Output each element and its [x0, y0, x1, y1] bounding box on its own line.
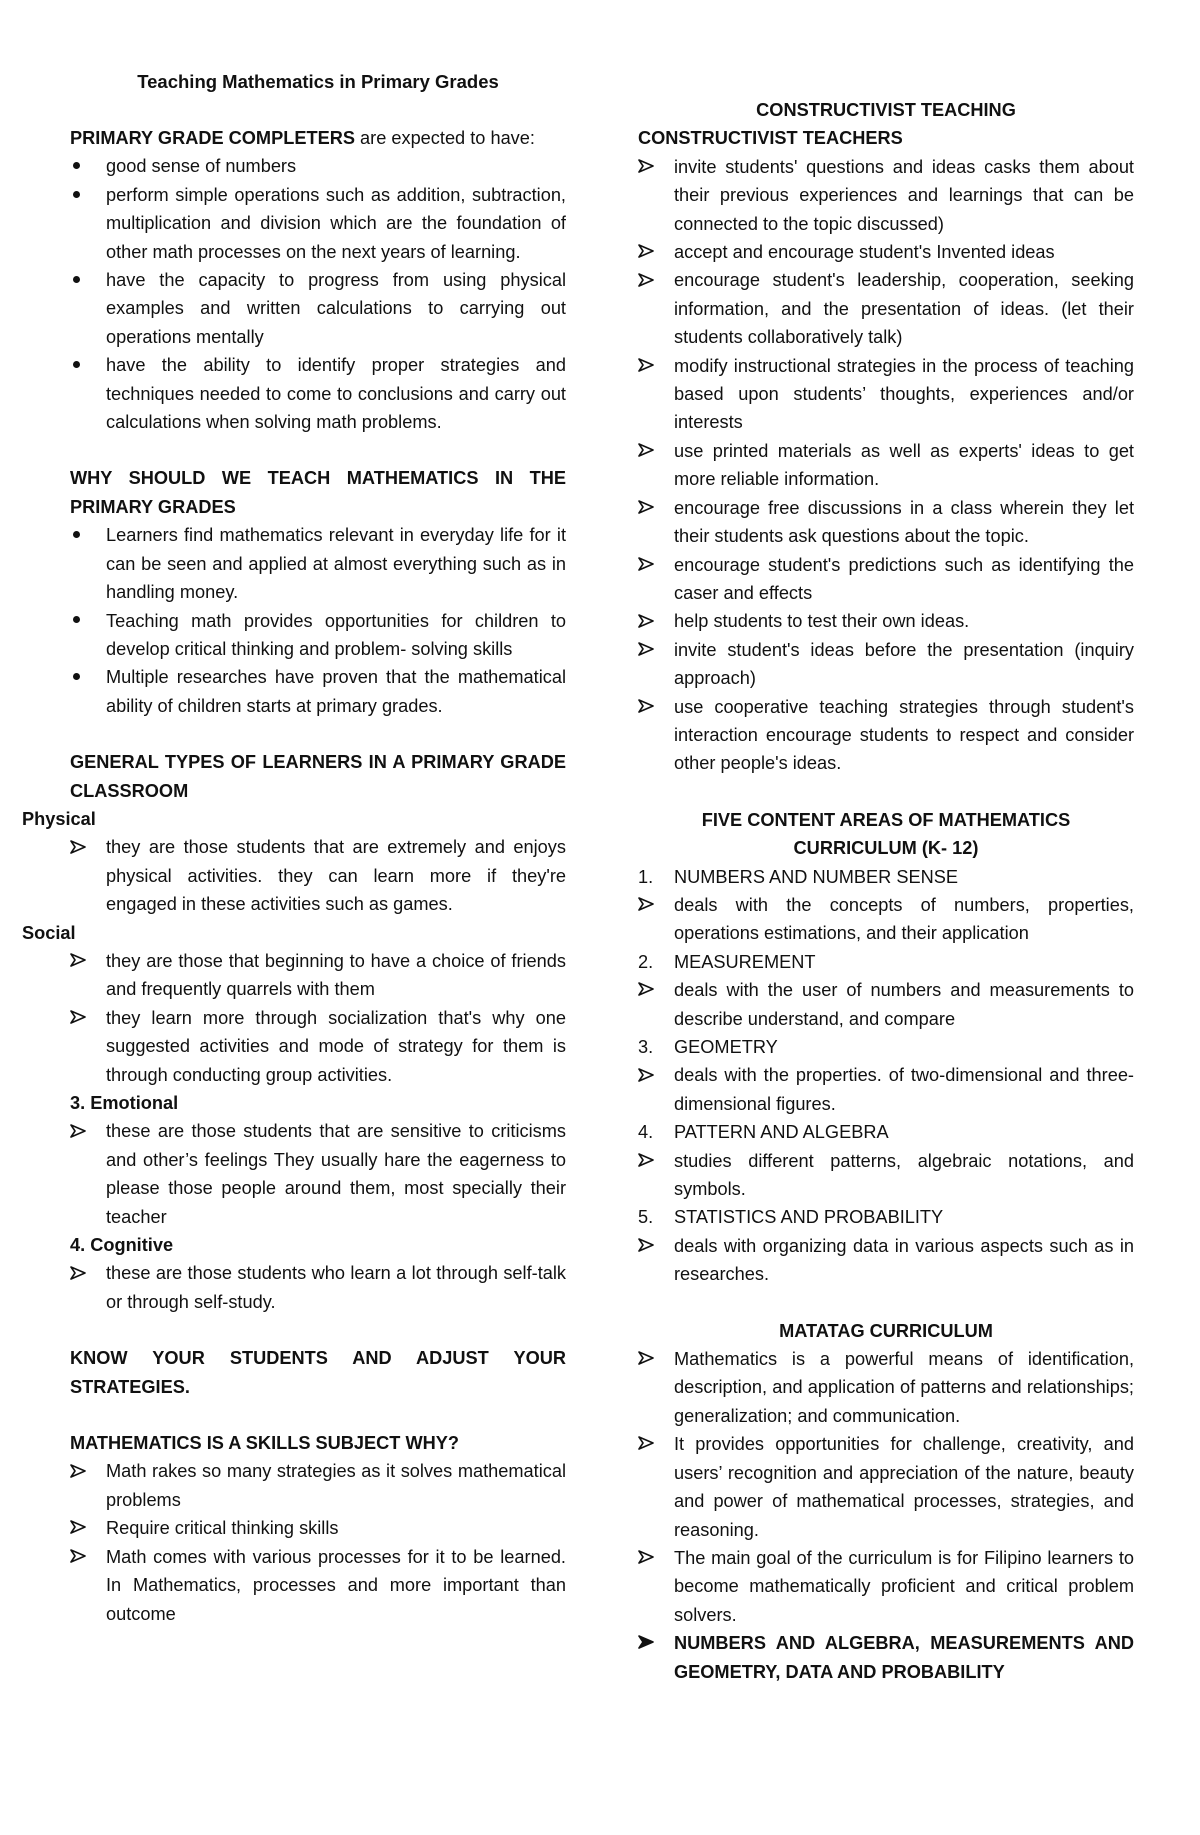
emotional-list [70, 1117, 566, 1231]
five-areas-heading: FIVE CONTENT AREAS OF MATHEMATICS CURRICULUM (K- 12) [701, 809, 1071, 859]
list-item: these are those students who learn a lot through self-talk or through self-study. [70, 1259, 566, 1316]
area-desc-item: deals with the concepts of numbers, properties, operations estimations, and their application [638, 891, 1134, 948]
arrow-bullet-icon [638, 1061, 654, 1089]
area-name-item: 2. MEASUREMENT [638, 951, 816, 972]
know-heading: KNOW YOUR STUDENTS AND ADJUST YOUR STRATEGIES. [70, 1348, 566, 1397]
list-item: they are those students that are extremely and enjoys physical activities. they can learn more if they're engaged in these activities such as games. [70, 833, 566, 918]
physical-list [70, 833, 566, 918]
list-item: Require critical thinking skills [70, 1514, 566, 1542]
list-item: good sense of numbers [70, 152, 566, 180]
arrow-bullet-icon [70, 1457, 100, 1485]
arrow-bullet-icon [638, 266, 668, 294]
list-item: modify instructional strategies in the process of teaching based upon students’ thoughts, experiences and/or interests [638, 352, 1134, 437]
learners-heading: GENERAL TYPES OF LEARNERS IN A PRIMARY GRADE CLASSROOM [70, 752, 566, 801]
social-label: Social [22, 922, 76, 943]
social-list [70, 947, 566, 1089]
bullet-icon [70, 663, 100, 691]
arrow-bullet-icon [638, 1544, 668, 1572]
list-item: perform simple operations such as addition, subtraction, multiplication and division which are the foundation of other math processes on the next years of learning. [70, 181, 566, 266]
arrow-bullet-icon [638, 636, 668, 664]
list-item: they are those that beginning to have a choice of friends and frequently quarrels with them [70, 947, 566, 1004]
constructivist-subheading: CONSTRUCTIVIST TEACHERS [638, 128, 903, 149]
bullet-icon [70, 152, 100, 180]
document-title: Teaching Mathematics in Primary Grades [137, 71, 499, 92]
completers-intro [70, 124, 566, 152]
cognitive-list [70, 1259, 566, 1316]
bullet-icon [70, 181, 100, 209]
area-name-item: 5. STATISTICS AND PROBABILITY [638, 1207, 944, 1228]
skills-list [70, 1457, 566, 1627]
list-item: Multiple researches have proven that the mathematical ability of children starts at primary grades. [70, 663, 566, 720]
arrow-bullet-icon [70, 1117, 100, 1145]
arrow-bullet-icon [70, 1543, 100, 1571]
arrow-bullet-icon [70, 947, 100, 975]
list-item: The main goal of the curriculum is for Filipino learners to become mathematically proficient and critical problem solvers. [638, 1544, 1134, 1629]
right-column [638, 96, 1134, 1686]
completers-heading-tail: are expected to have: [354, 128, 535, 148]
arrow-bullet-icon [638, 352, 668, 380]
list-item: these are those students that are sensitive to criticisms and other’s feelings They usually hare the eagerness to please those people around them, most specially their teacher [70, 1117, 566, 1231]
list-item: have the ability to identify proper strategies and techniques needed to come to conclusions and carry out calculations when solving math problems. [70, 351, 566, 436]
arrow-bullet-icon [638, 1232, 654, 1260]
list-item: invite student's ideas before the presentation (inquiry approach) [638, 636, 1134, 693]
list-item: use printed materials as well as experts' ideas to get more reliable information. [638, 437, 1134, 494]
list-item: use cooperative teaching strategies through student's interaction encourage students to respect and consider other people's ideas. [638, 693, 1134, 778]
arrow-bullet-icon [638, 1430, 668, 1458]
completers-heading: PRIMARY GRADE COMPLETERS [70, 128, 355, 148]
area-desc-item: deals with the properties. of two-dimensional and three-dimensional figures. [638, 1061, 1134, 1118]
list-item: encourage free discussions in a class wherein they let their students ask questions about the topic. [638, 494, 1134, 551]
arrow-bullet-icon [70, 1004, 100, 1032]
matatag-heading: MATATAG CURRICULUM [779, 1320, 993, 1341]
completers-list [70, 152, 566, 436]
area-desc-item: deals with organizing data in various aspects such as in researches. [638, 1232, 1134, 1289]
arrow-bullet-icon [638, 551, 668, 579]
matatag-list [638, 1345, 1134, 1686]
five-areas-list [638, 863, 1134, 1289]
arrow-bullet-icon [638, 437, 668, 465]
arrow-bullet-icon [70, 1259, 100, 1287]
area-desc-item: deals with the user of numbers and measurements to describe understand, and compare [638, 976, 1134, 1033]
arrow-bullet-icon [638, 607, 668, 635]
list-item: Mathematics is a powerful means of identification, description, and application of patterns and relationships; generalization; and communication. [638, 1345, 1134, 1430]
physical-label: Physical [22, 808, 96, 829]
list-item: Math comes with various processes for it to be learned. In Mathematics, processes and more important than outcome [70, 1543, 566, 1628]
bullet-icon [70, 521, 100, 549]
bullet-icon [70, 607, 100, 635]
constructivist-list [638, 153, 1134, 778]
area-name-item: 1. NUMBERS AND NUMBER SENSE [638, 866, 958, 887]
cognitive-label: 4. Cognitive [70, 1235, 174, 1256]
list-item: they learn more through socialization that's why one suggested activities and mode of strategy for them is through conducting group activities. [70, 1004, 566, 1089]
list-item: encourage student's predictions such as identifying the caser and effects [638, 551, 1134, 608]
arrow-bullet-icon [638, 1345, 668, 1373]
list-item: Teaching math provides opportunities for children to develop critical thinking and problem- solving skills [70, 607, 566, 664]
list-item: help students to test their own ideas. [638, 607, 1134, 635]
bullet-icon [70, 266, 100, 294]
arrow-bullet-icon [638, 693, 668, 721]
list-item: Math rakes so many strategies as it solves mathematical problems [70, 1457, 566, 1514]
area-desc-item: studies different patterns, algebraic notations, and symbols. [638, 1147, 1134, 1204]
list-item: It provides opportunities for challenge, creativity, and users’ recognition and appreciation of the nature, beauty and power of mathematical processes, strategies, and reasoning. [638, 1430, 1134, 1544]
arrow-bullet-icon [70, 1514, 100, 1542]
arrow-bullet-icon [638, 238, 668, 266]
constructivist-heading: CONSTRUCTIVIST TEACHING [756, 100, 1016, 120]
arrow-bullet-icon [638, 891, 654, 919]
arrow-bullet-icon [638, 976, 654, 1004]
arrow-bullet-icon [638, 1629, 668, 1657]
list-item: Learners find mathematics relevant in everyday life for it can be seen and applied at almost everything such as in handling money. [70, 521, 566, 606]
bullet-icon [70, 351, 100, 379]
emotional-label: 3. Emotional [70, 1093, 179, 1113]
arrow-bullet-icon [638, 1147, 654, 1175]
area-name-item: 4. PATTERN AND ALGEBRA [638, 1122, 889, 1143]
arrow-bullet-icon [70, 833, 100, 861]
list-item: invite students' questions and ideas casks them about their previous experiences and learnings that can be connected to the topic discussed) [638, 153, 1134, 238]
list-item: encourage student's leadership, cooperation, seeking information, and the presentation of ideas. (let their students collaboratively talk) [638, 266, 1134, 351]
list-item: NUMBERS AND ALGEBRA, MEASUREMENTS AND GEOMETRY, DATA AND PROBABILITY [638, 1629, 1134, 1686]
skills-heading: MATHEMATICS IS A SKILLS SUBJECT WHY? [70, 1433, 460, 1454]
list-item: have the capacity to progress from using physical examples and written calculations to carrying out operations mentally [70, 266, 566, 351]
arrow-bullet-icon [638, 494, 668, 522]
left-column [22, 68, 566, 1628]
why-list [70, 521, 566, 720]
area-name-item: 3. GEOMETRY [638, 1037, 778, 1057]
list-item: accept and encourage student's Invented ideas [638, 238, 1134, 266]
why-heading: WHY SHOULD WE TEACH MATHEMATICS IN THE PRIMARY GRADES [70, 468, 566, 517]
arrow-bullet-icon [638, 153, 668, 181]
